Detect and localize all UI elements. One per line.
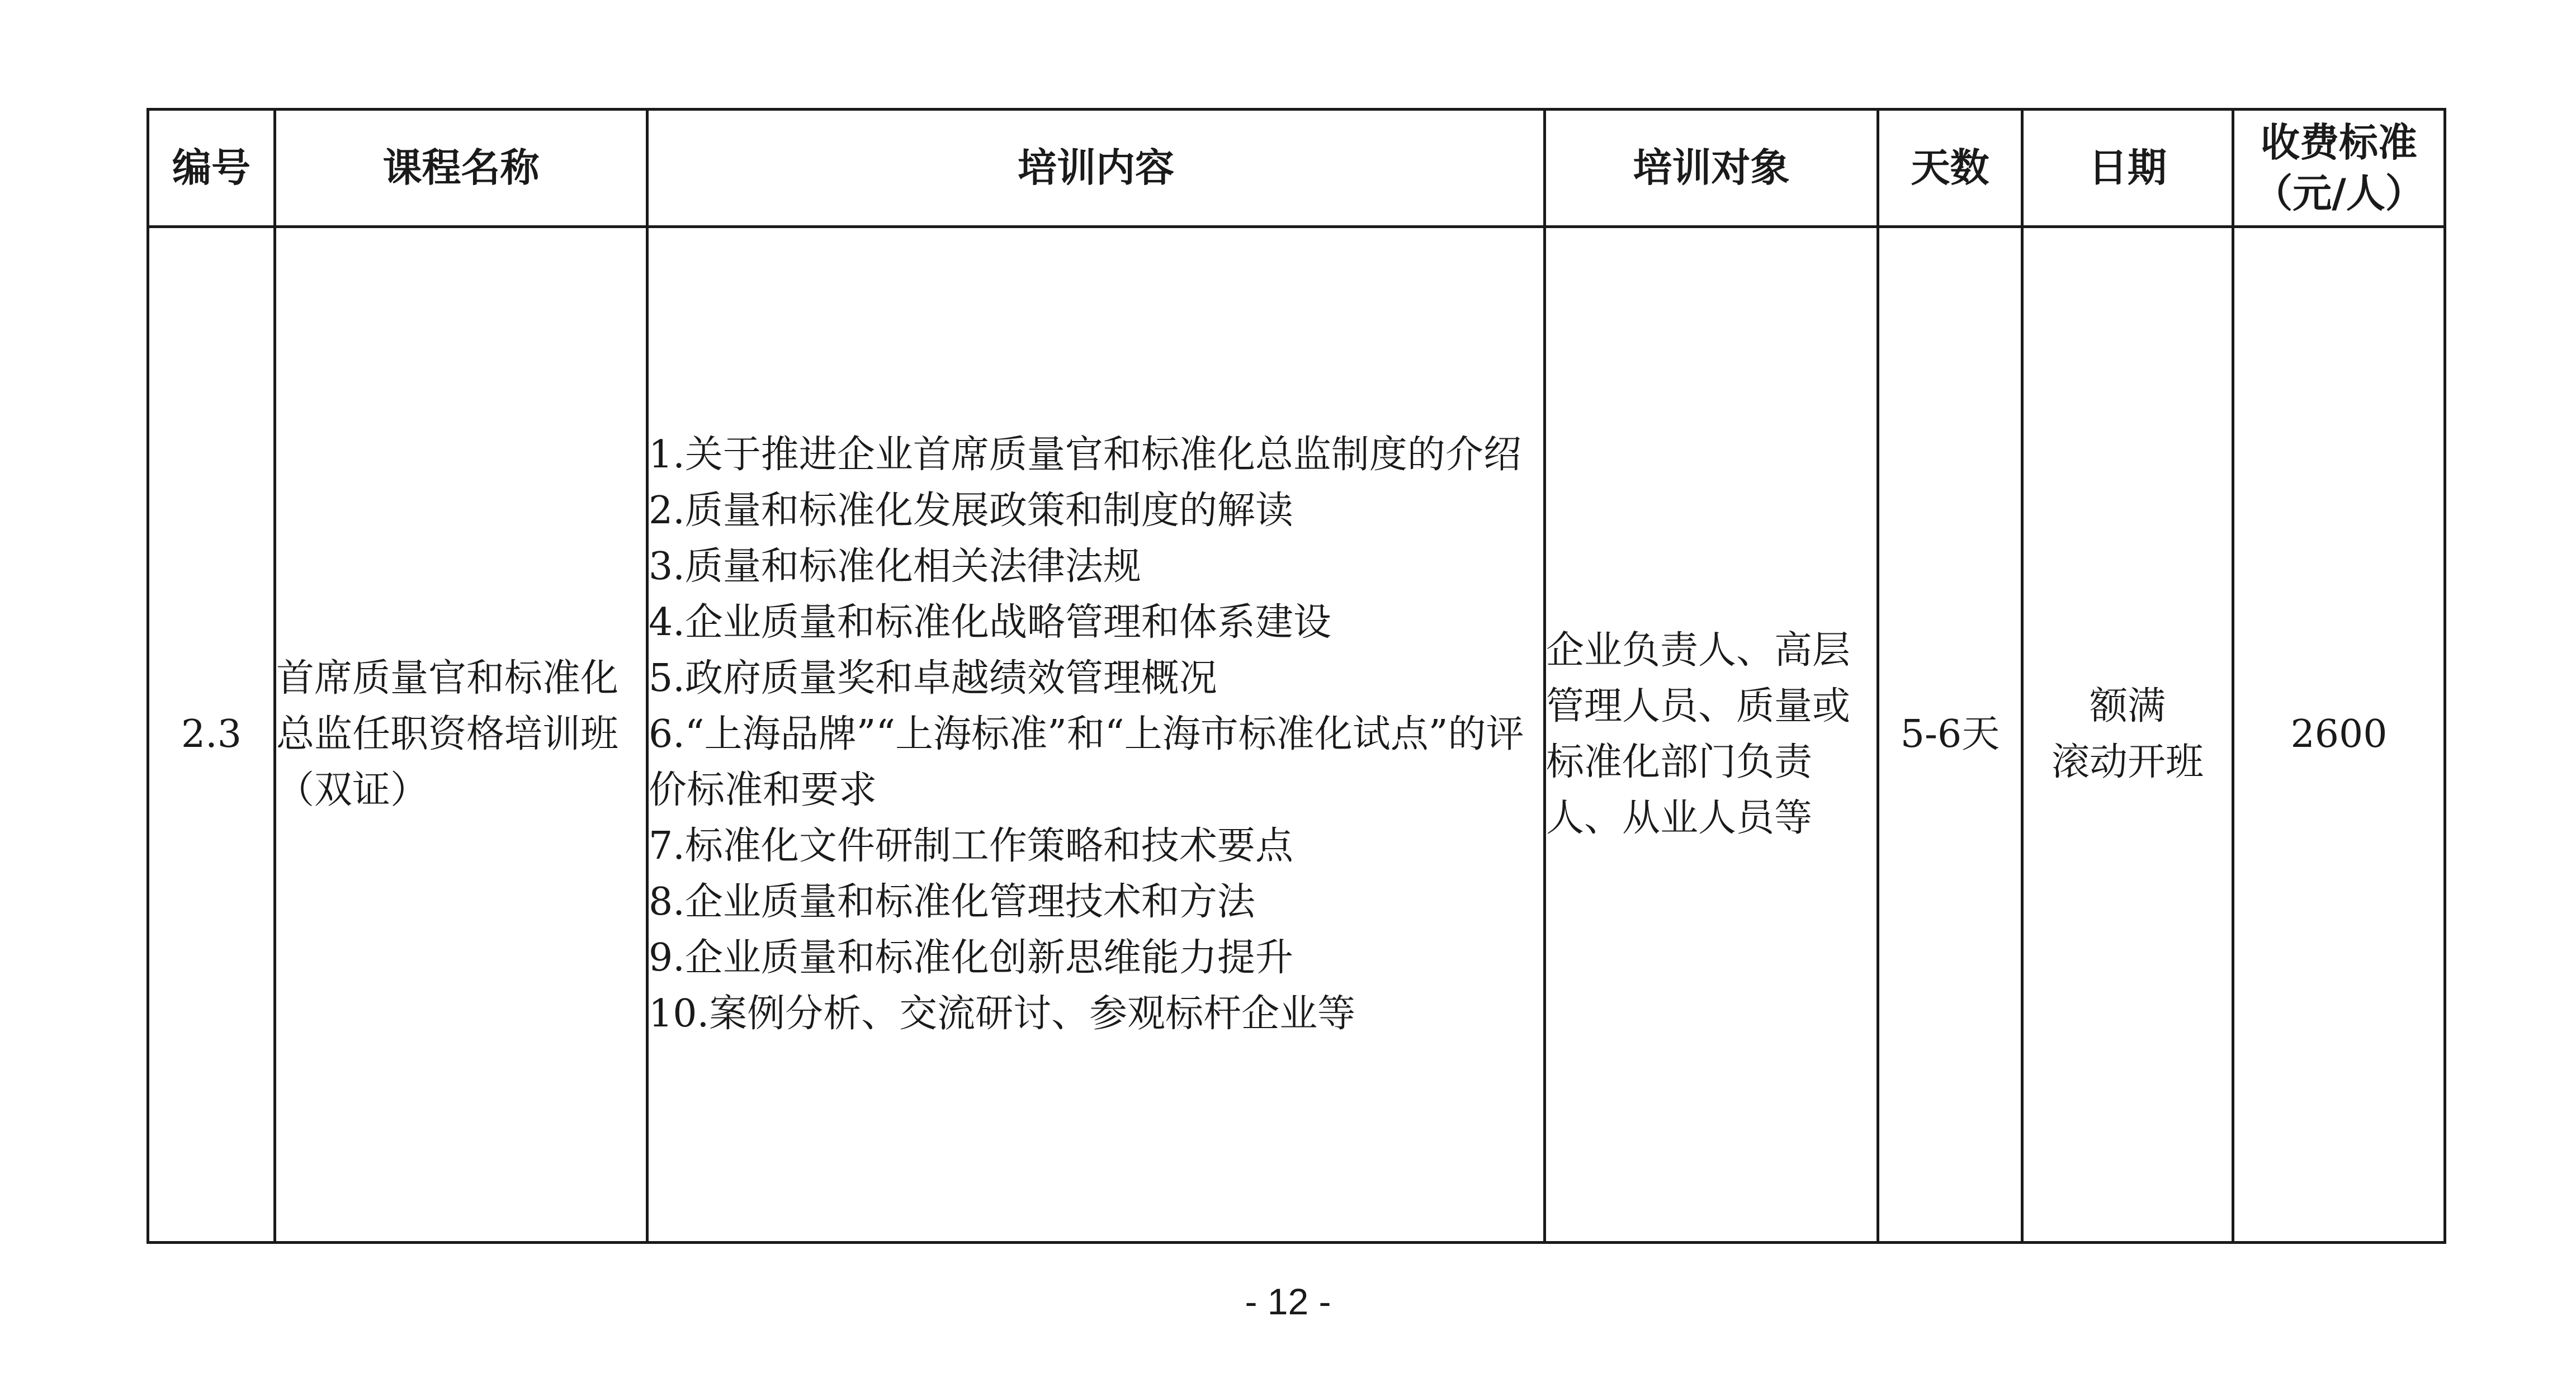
header-days: 天数 xyxy=(1878,110,2022,227)
header-fee xyxy=(2233,110,2445,227)
content-item: 9.企业质量和标准化创新思维能力提升 xyxy=(649,936,1293,980)
course-table xyxy=(146,108,2446,1244)
cell-fee: 2600 xyxy=(2233,227,2445,1243)
content-item: 8.企业质量和标准化管理技术和方法 xyxy=(649,880,1255,924)
cell-content xyxy=(647,227,1545,1243)
cell-number: 2.3 xyxy=(148,227,275,1243)
cell-course-name: 首席质量官和标准化总监任职资格培训班（双证） xyxy=(275,227,647,1243)
cell-days: 5-6天 xyxy=(1878,227,2022,1243)
content-item: 1.关于推进企业首席质量官和标准化总监制度的介绍 xyxy=(649,433,1521,477)
header-date: 日期 xyxy=(2022,110,2233,227)
content-item: 4.企业质量和标准化战略管理和体系建设 xyxy=(649,600,1331,645)
header-content: 培训内容 xyxy=(647,110,1545,227)
header-target: 培训对象 xyxy=(1545,110,1878,227)
content-item: 5.政府质量奖和卓越绩效管理概况 xyxy=(649,656,1217,700)
content-item: 3.质量和标准化相关法律法规 xyxy=(649,545,1141,589)
header-number: 编号 xyxy=(148,110,275,227)
cell-date xyxy=(2022,227,2233,1243)
content-item: 10.案例分析、交流研讨、参观标杆企业等 xyxy=(649,992,1356,1036)
page-number: - 12 - xyxy=(1245,1281,1331,1322)
header-row xyxy=(148,110,2445,227)
header-fee-line2: （元/人） xyxy=(2253,170,2424,216)
header-fee-line1: 收费标准 xyxy=(2261,119,2417,165)
table-row xyxy=(148,227,2445,1243)
content-item: 2.质量和标准化发展政策和制度的解读 xyxy=(649,489,1293,533)
date-line2: 滚动开班 xyxy=(2051,740,2204,784)
date-line1: 额满 xyxy=(2089,684,2166,728)
header-course-name: 课程名称 xyxy=(275,110,647,227)
cell-target: 企业负责人、高层管理人员、质量或标准化部门负责人、从业人员等 xyxy=(1545,227,1878,1243)
content-item: 7.标准化文件研制工作策略和技术要点 xyxy=(649,824,1293,868)
content-list xyxy=(649,427,1543,1042)
content-item: 6.“上海品牌”“上海标准”和“上海市标准化试点”的评价标准和要求 xyxy=(649,712,1524,812)
